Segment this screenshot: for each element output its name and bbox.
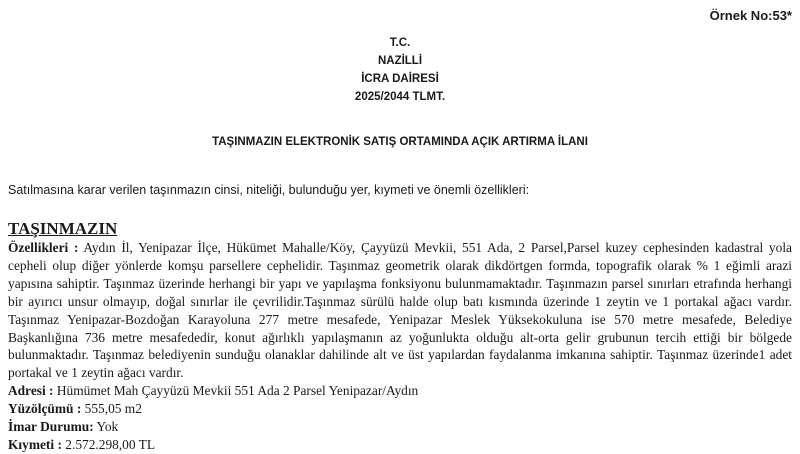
address-value: Hümümet Mah Çayyüzü Mevkii 551 Ada 2 Parsel Yenipazar/Aydın <box>53 383 419 399</box>
address-label: Adresi : <box>8 383 54 399</box>
zoning-label: İmar Durumu: <box>8 419 94 435</box>
header-line-tc: T.C. <box>389 37 411 49</box>
section-title: TAŞINMAZIN <box>8 219 118 238</box>
header-line-office: İCRA DAİRESİ <box>361 73 439 85</box>
header-line-city: NAZİLLİ <box>377 55 423 67</box>
zoning-row <box>8 418 792 436</box>
features-paragraph <box>8 239 792 382</box>
address-row <box>8 382 792 400</box>
header-line-file-number: 2025/2044 TLMT. <box>354 91 446 103</box>
features-label: Özellikleri : <box>8 240 79 255</box>
value-label: Kıymeti : <box>8 436 62 452</box>
property-details <box>8 239 792 454</box>
area-label: Yüzölçümü : <box>8 401 82 417</box>
document-header <box>0 34 800 106</box>
form-number: Örnek No:53* <box>709 8 792 23</box>
value-row <box>8 436 792 454</box>
area-row <box>8 400 792 418</box>
area-value: 555,05 m2 <box>81 401 142 417</box>
announcement-title: TAŞINMAZIN ELEKTRONİK SATIŞ ORTAMINDA AÇIK ARTIRMA İLANI <box>212 136 588 148</box>
zoning-value: Yok <box>93 419 119 435</box>
features-text: Aydın İl, Yenipazar İlçe, Hükümet Mahalle/Köy, Çayyüzü Mevkii, 551 Ada, 2 Parsel,Parsel kuzey cephesinden kadastral yola cepheli olup diğer yönlerde komşu parsellere cephelidir. Taşınmaz geometrik olarak dikdörtgen formda, topografik olarak % 1 eğimli arazi yapısına sahiptir. Taşınmaz üzerinde herhangi bir yapı ve yapılaşma fonksiyonu bulunmamaktadır. Taşınmazın parsel sınırları etrafında herhangi bir ayırıcı unsur olmayıp, doğal sınırlar ile çevrilidir.Taşınmaz sürülü halde olup batı kısmında üzerinde 1 zeytin ve 1 portakal ağacı vardır. Taşınmaz Yenipazar-Bozdoğan Karayoluna 277 metre mesafede, Yenipazar Meslek Yüksekokuluna ise 570 metre mesafede, Belediye Başkanlığına 736 metre mesafededir, konut ağırlıklı yapılaşmanın az yoğunlukta olduğu alt-orta gelir grubunun tercih ettiği bir bölgede bulunmaktadır. Taşınmaz belediyenin sunduğu olanaklar dahilinde alt ve üst yapılardan faydalanma imkanına sahiptir. Taşınmaz üzerinde1 adet portakal ve 1 zeytin ağacı vardır. <box>8 240 792 381</box>
intro-text: Satılmasına karar verilen taşınmazın cinsi, niteliği, bulunduğu yer, kıymeti ve önemli özellikleri: <box>8 183 530 197</box>
value-amount: 2.572.298,00 TL <box>61 436 156 452</box>
